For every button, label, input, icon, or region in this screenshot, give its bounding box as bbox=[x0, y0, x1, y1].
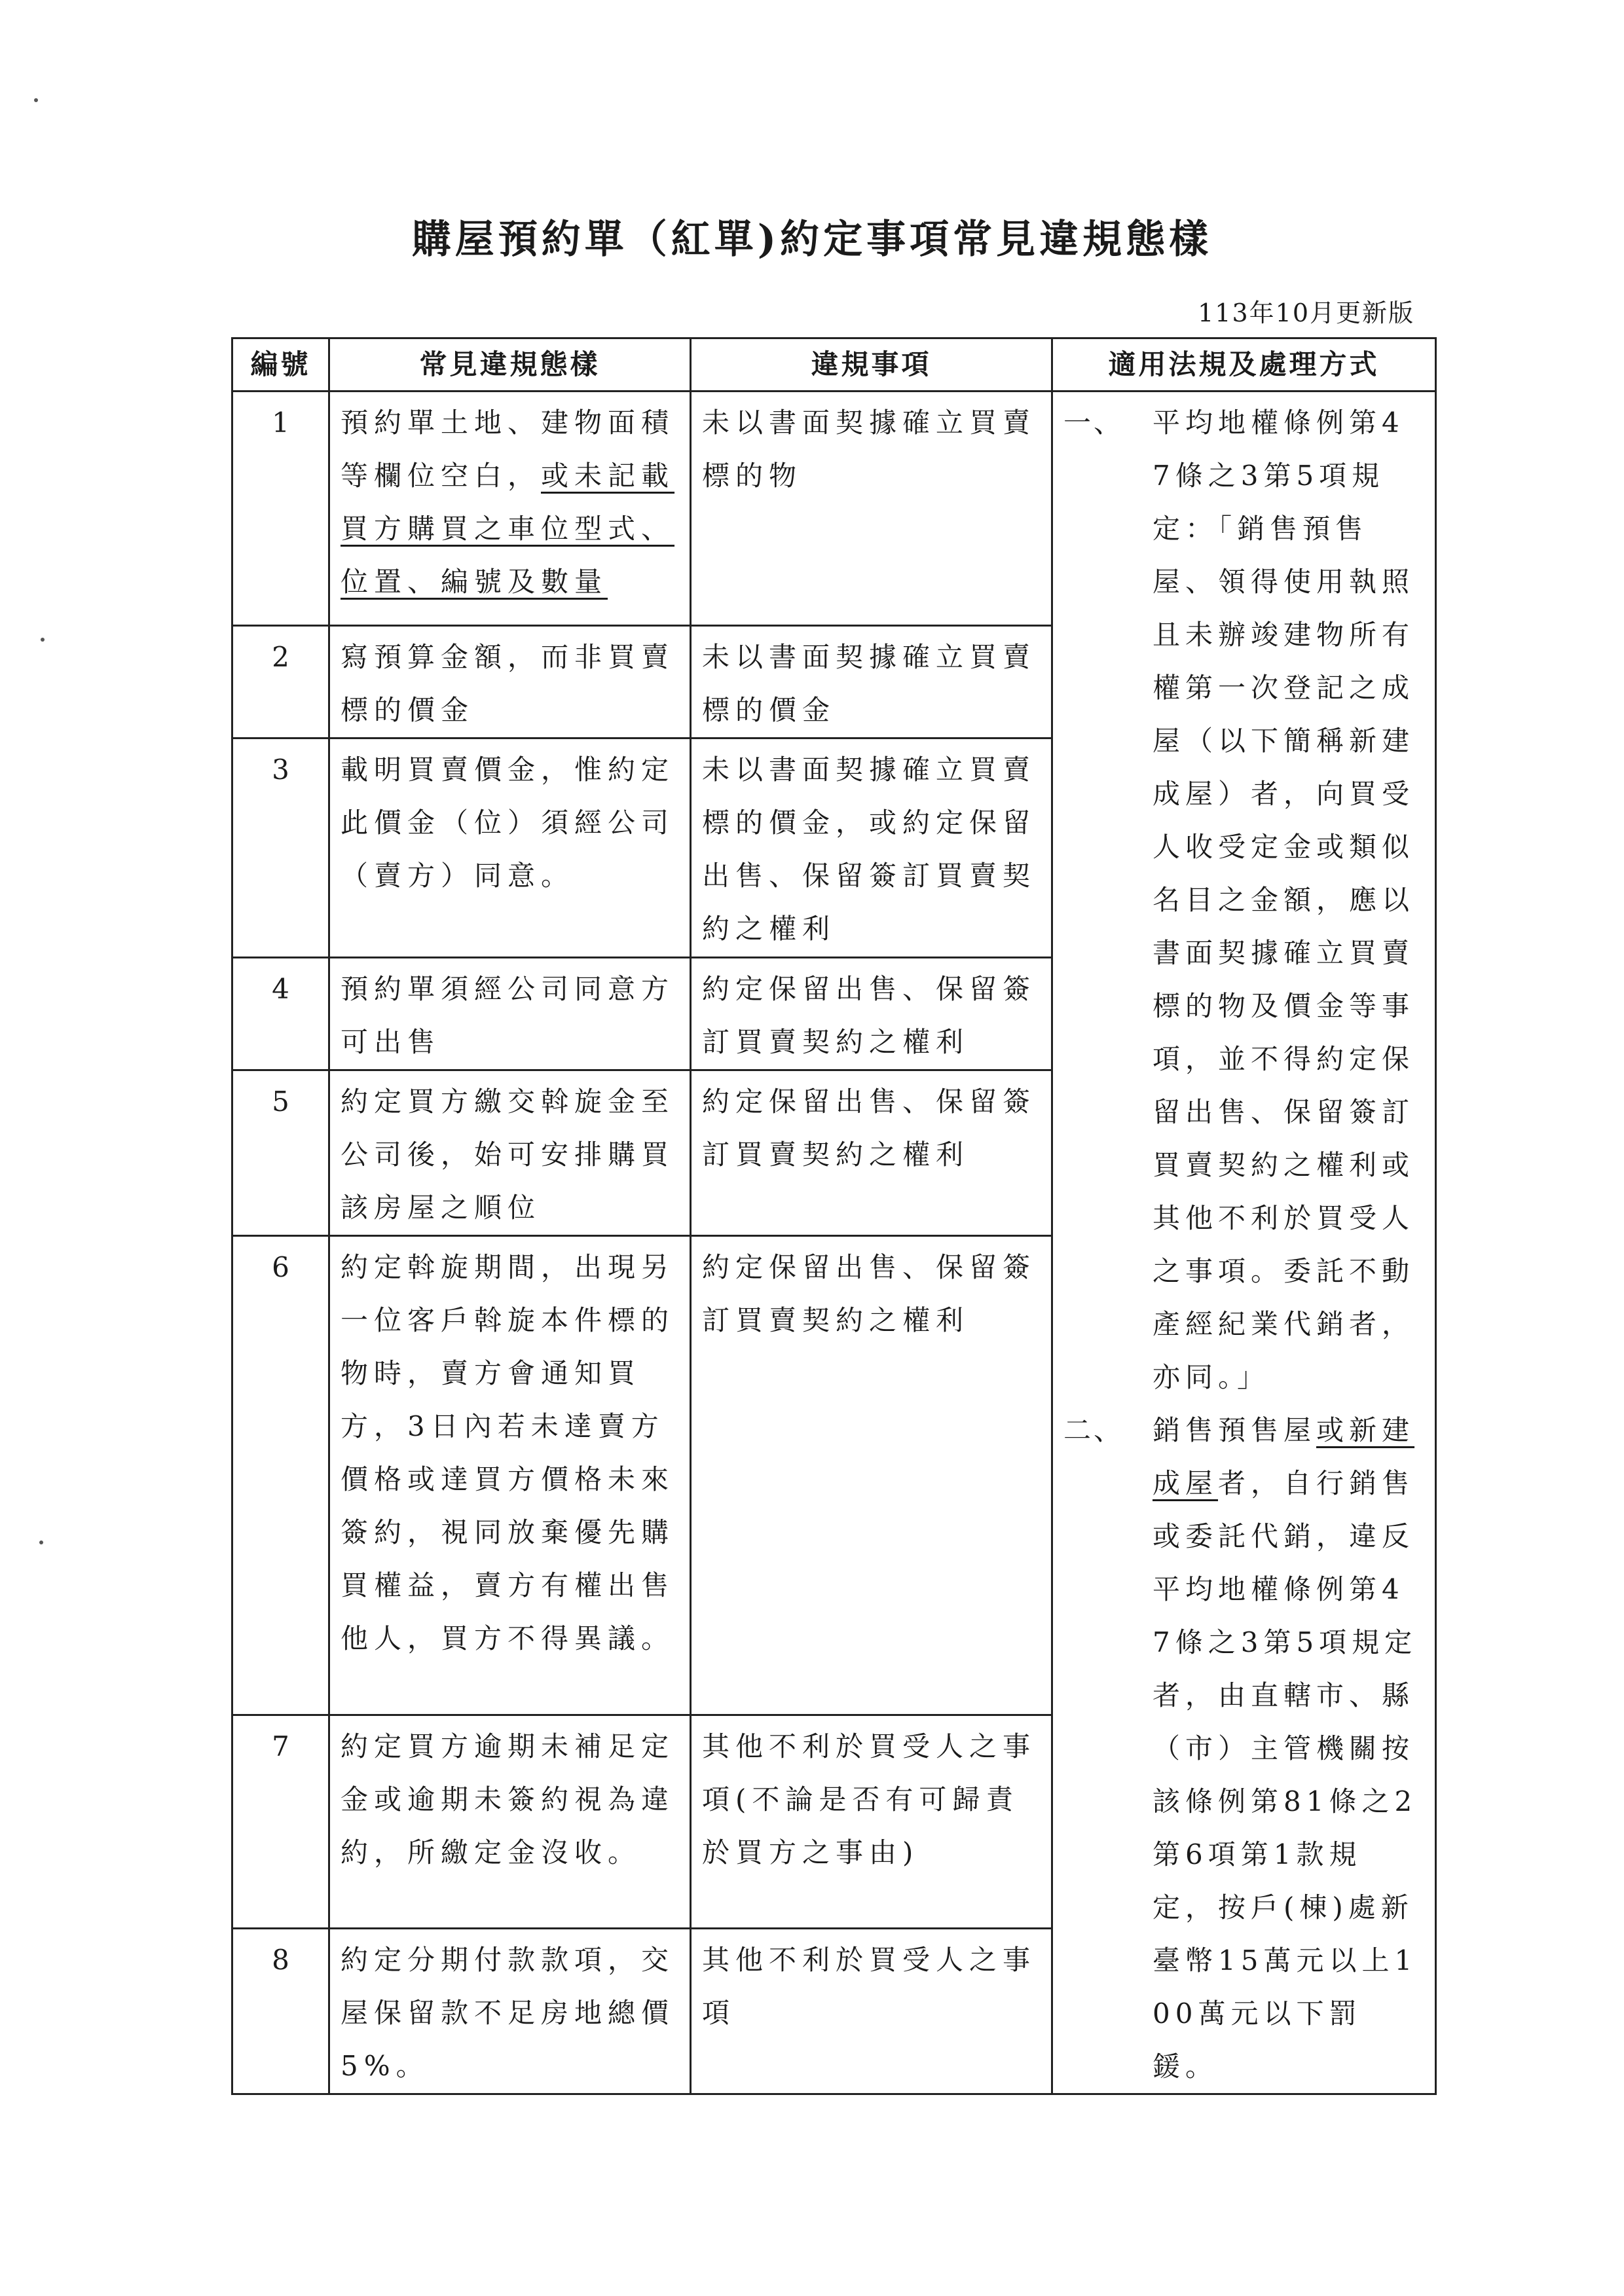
law-cell bbox=[1052, 392, 1436, 2094]
row-violation: 未以書面契據確立買賣標的物 bbox=[691, 392, 1052, 626]
law-item-2-text: 銷售預售屋 bbox=[1153, 1414, 1317, 1446]
document-title: 購屋預約單（紅單)約定事項常見違規態樣 bbox=[411, 217, 1213, 263]
table-header-row bbox=[232, 338, 1436, 392]
row-pattern: 約定斡旋期間，出現另一位客戶斡旋本件標的物時，賣方會通知買方，3日內若未達賣方價格或達買方價格未來簽約，視同放棄優先購買權益，賣方有權出售他人，買方不得異議。 bbox=[329, 1235, 691, 1715]
header-pattern: 常見違規態樣 bbox=[329, 338, 691, 392]
version-label: 113年10月更新版 bbox=[1198, 299, 1414, 327]
row-violation: 其他不利於買受人之事項 bbox=[691, 1928, 1052, 2094]
violations-table bbox=[231, 337, 1437, 2095]
header-violation: 違規事項 bbox=[691, 338, 1052, 392]
row-pattern: 約定買方逾期未補足定金或逾期未簽約視為違約，所繳定金沒收。 bbox=[329, 1715, 691, 1928]
scan-speck bbox=[34, 98, 38, 102]
row-pattern: 寫預算金額，而非買賣標的價金 bbox=[329, 625, 691, 738]
row-number: 8 bbox=[232, 1928, 329, 2094]
row-number: 6 bbox=[232, 1235, 329, 1715]
table-row bbox=[232, 392, 1436, 626]
pattern-underlined-text: 或未記載買方購買之車位型式、位置、編號及數量 bbox=[341, 460, 675, 598]
row-number: 5 bbox=[232, 1070, 329, 1235]
row-violation: 約定保留出售、保留簽訂買賣契約之權利 bbox=[691, 1235, 1052, 1715]
row-number: 4 bbox=[232, 957, 329, 1070]
row-violation: 約定保留出售、保留簽訂買賣契約之權利 bbox=[691, 957, 1052, 1070]
law-item-2-underlined: 或新建成屋 bbox=[1153, 1414, 1415, 1499]
row-pattern bbox=[329, 392, 691, 626]
pattern-text: 預約單土地、建物面積等欄位空白， bbox=[341, 407, 675, 492]
law-item-1-text: 平均地權條例第47條之3第5項規定：「銷售預售屋、領得使用執照且未辦竣建物所有權第一次登記之成屋（以下簡稱新建成屋）者，向買受人收受定金或類似名目之金額，應以書面契據確立買賣標的物及價金等事項，並不得約定保留出售、保留簽訂買賣契約之權利或其他不利於買受人之事項。委託不動產經紀業代銷者，亦同。」 bbox=[1153, 407, 1415, 1393]
row-pattern: 約定買方繳交斡旋金至公司後，始可安排購買該房屋之順位 bbox=[329, 1070, 691, 1235]
row-number: 2 bbox=[232, 625, 329, 738]
row-violation: 約定保留出售、保留簽訂買賣契約之權利 bbox=[691, 1070, 1052, 1235]
scan-speck bbox=[39, 1540, 43, 1544]
law-item-2 bbox=[1063, 1404, 1424, 2093]
law-item-1 bbox=[1063, 396, 1424, 1404]
scan-speck bbox=[41, 638, 45, 642]
law-item-2-text-rest: 者，自行銷售或委託代銷，違反平均地權條例第47條之3第5項規定者，由直轄市、縣（市）主管機關按該條例第81條之2第6項第1款規定，按戶(棟)處新臺幣15萬元以上100萬元以下罰鍰。 bbox=[1153, 1467, 1418, 2083]
row-violation: 其他不利於買受人之事項(不論是否有可歸責於買方之事由) bbox=[691, 1715, 1052, 1928]
row-number: 1 bbox=[232, 392, 329, 626]
row-number: 7 bbox=[232, 1715, 329, 1928]
row-pattern: 載明買賣價金，惟約定此價金（位）須經公司（賣方）同意。 bbox=[329, 738, 691, 957]
header-number: 編號 bbox=[232, 338, 329, 392]
row-pattern: 預約單須經公司同意方可出售 bbox=[329, 957, 691, 1070]
row-number: 3 bbox=[232, 738, 329, 957]
law-item-2-mark: 二、 bbox=[1063, 1414, 1124, 1446]
row-violation: 未以書面契據確立買賣標的價金 bbox=[691, 625, 1052, 738]
row-violation: 未以書面契據確立買賣標的價金，或約定保留出售、保留簽訂買賣契約之權利 bbox=[691, 738, 1052, 957]
law-item-1-mark: 一、 bbox=[1063, 407, 1124, 439]
header-law: 適用法規及處理方式 bbox=[1052, 338, 1436, 392]
row-pattern: 約定分期付款款項，交屋保留款不足房地總價5%。 bbox=[329, 1928, 691, 2094]
